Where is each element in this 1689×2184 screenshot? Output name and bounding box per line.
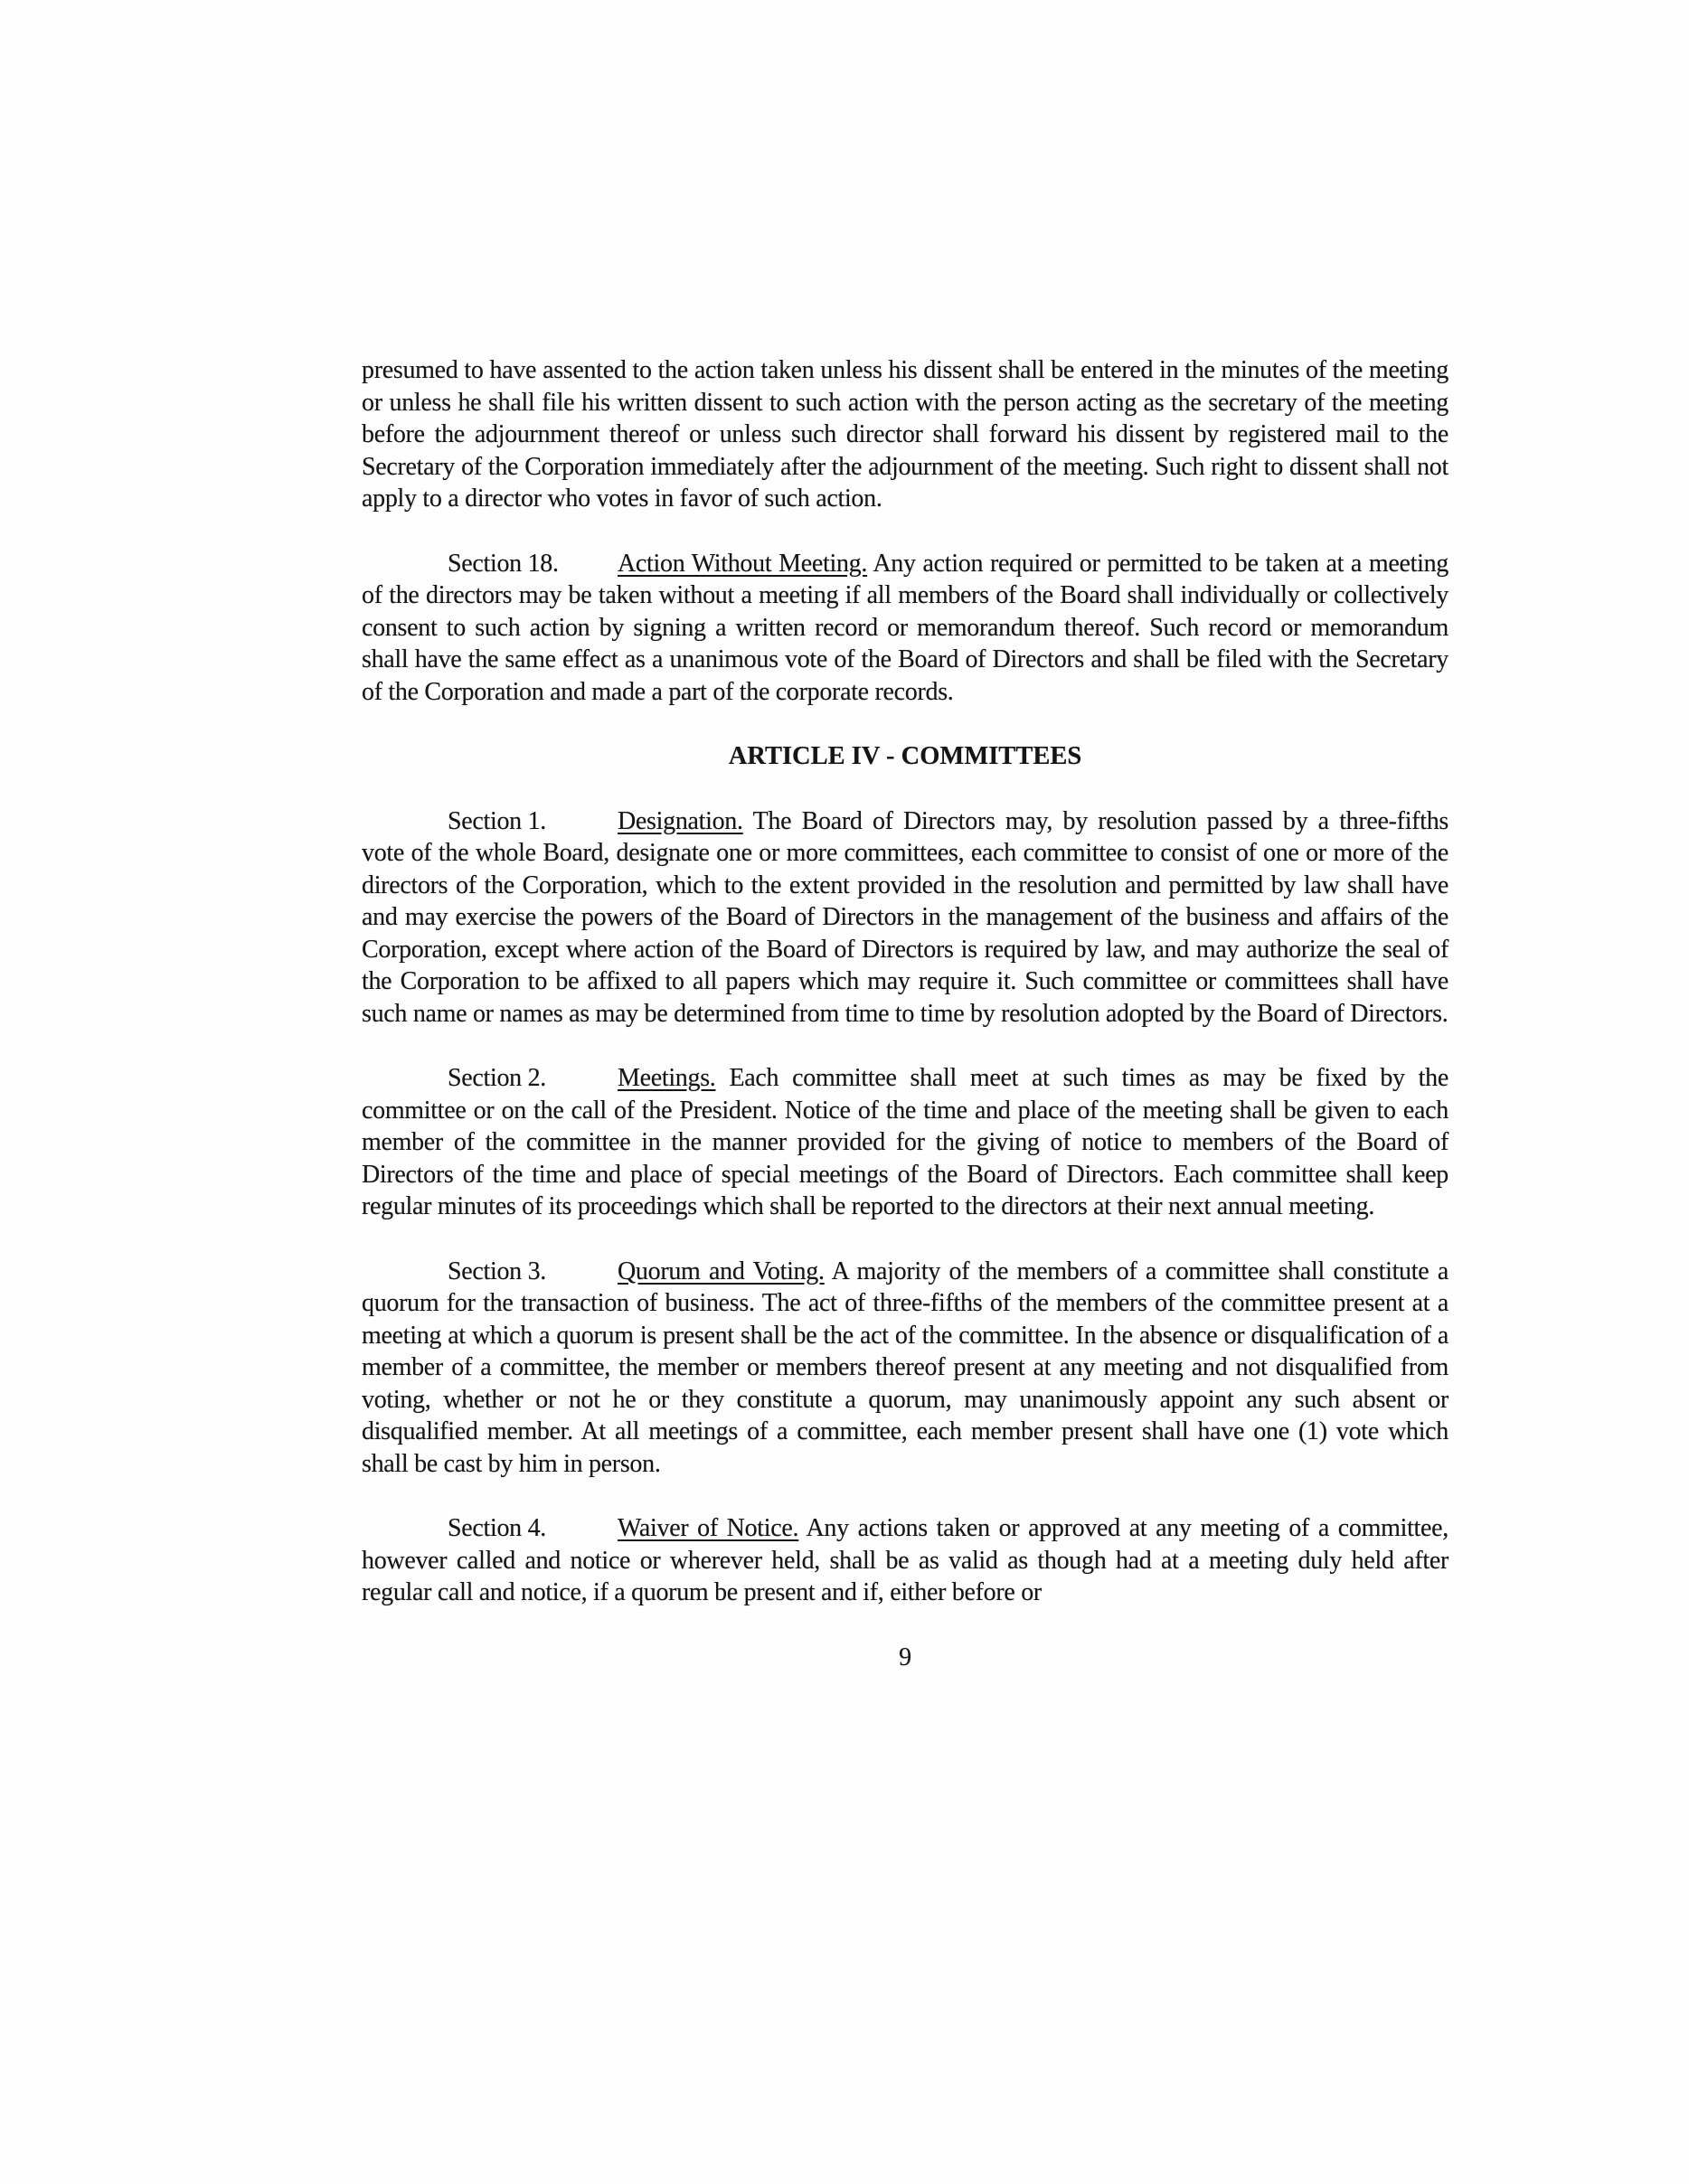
section-1-label: Section 1. [448, 806, 546, 835]
section-2-title: Meetings. [618, 1064, 716, 1092]
page-number: 9 [899, 1643, 911, 1671]
section-2-body: Each committee shall meet at such times as may be fixed by the committee or on the call of the President. Notice of the time and place of the meeting shall be given to each member of the committee in the manner provided for the giving of notice to members of the Board of Directors of the time and place of special meetings of the Board of Directors. Each committee shall keep regular minutes of its proceedings which shall be reported to the directors at their next annual meeting. [362, 1064, 1448, 1220]
section-4-label: Section 4. [448, 1514, 546, 1542]
section-2-paragraph [362, 1062, 1448, 1223]
section-18-body: Any action required or permitted to be taken at a meeting of the directors may be taken without a meeting if all members of the Board shall individually or collectively consent to such action by signing a written record or memorandum thereof. Such record or memorandum shall have the same effect as a unanimous vote of the Board of Directors and shall be filed with the Secretary of the Corporation and made a part of the corporate records. [362, 549, 1448, 706]
section-2-label: Section 2. [448, 1064, 546, 1092]
section-4-body: Any actions taken or approved at any meeting of a committee, however called and notice or wherever held, shall be as valid as though had at a meeting duly held after regular call and notice, if a quorum be present and if, either before or [362, 1514, 1448, 1606]
article-iv-heading: ARTICLE IV - COMMITTEES [728, 742, 1082, 770]
section-18-paragraph [362, 548, 1448, 709]
continuation-paragraph: presumed to have assented to the action taken unless his dissent shall be entered in the minutes of the meeting or unless he shall file his written dissent to such action with the person acting as the secretary of the meeting before the adjournment thereof or unless such director shall forward his dissent by registered mail to the Secretary of the Corporation immediately after the adjournment of the meeting. Such right to dissent shall not apply to a director who votes in favor of such action. [362, 356, 1448, 513]
page-content [362, 354, 1448, 1673]
section-18-label: Section 18. [448, 549, 559, 578]
section-4-title: Waiver of Notice. [618, 1514, 799, 1542]
section-18-title: Action Without Meeting. [618, 549, 868, 578]
section-3-body: A majority of the members of a committee shall constitute a quorum for the transaction of business. The act of three-fifths of the members of the committee present at a meeting at which a quorum is present shall be the act of the committee. In the absence or disqualification of a member of a committee, the member or members thereof present at any meeting and not disqualified from voting, whether or not he or they constitute a quorum, may unanimously appoint any such absent or disqualified member. At all meetings of a committee, each member present shall have one (1) vote which shall be cast by him in person. [362, 1257, 1449, 1478]
section-3-title: Quorum and Voting. [618, 1257, 825, 1285]
section-4-paragraph [362, 1512, 1448, 1609]
section-1-body: The Board of Directors may, by resolution passed by a three-fifths vote of the whole Board, designate one or more committees, each committee to consist of one or more of the directors of the Corporation, which to the extent provided in the resolution and permitted by law shall have and may exercise the powers of the Board of Directors in the management of the business and affairs of the Corporation, except where action of the Board of Directors is required by law, and may authorize the seal of the Corporation to be affixed to all papers which may require it. Such committee or committees shall have such name or names as may be determined from time to time by resolution adopted by the Board of Directors. [362, 806, 1448, 1028]
section-1-paragraph [362, 805, 1448, 1031]
section-1-title: Designation. [618, 806, 743, 835]
section-3-paragraph [362, 1256, 1448, 1481]
section-3-label: Section 3. [448, 1257, 546, 1285]
